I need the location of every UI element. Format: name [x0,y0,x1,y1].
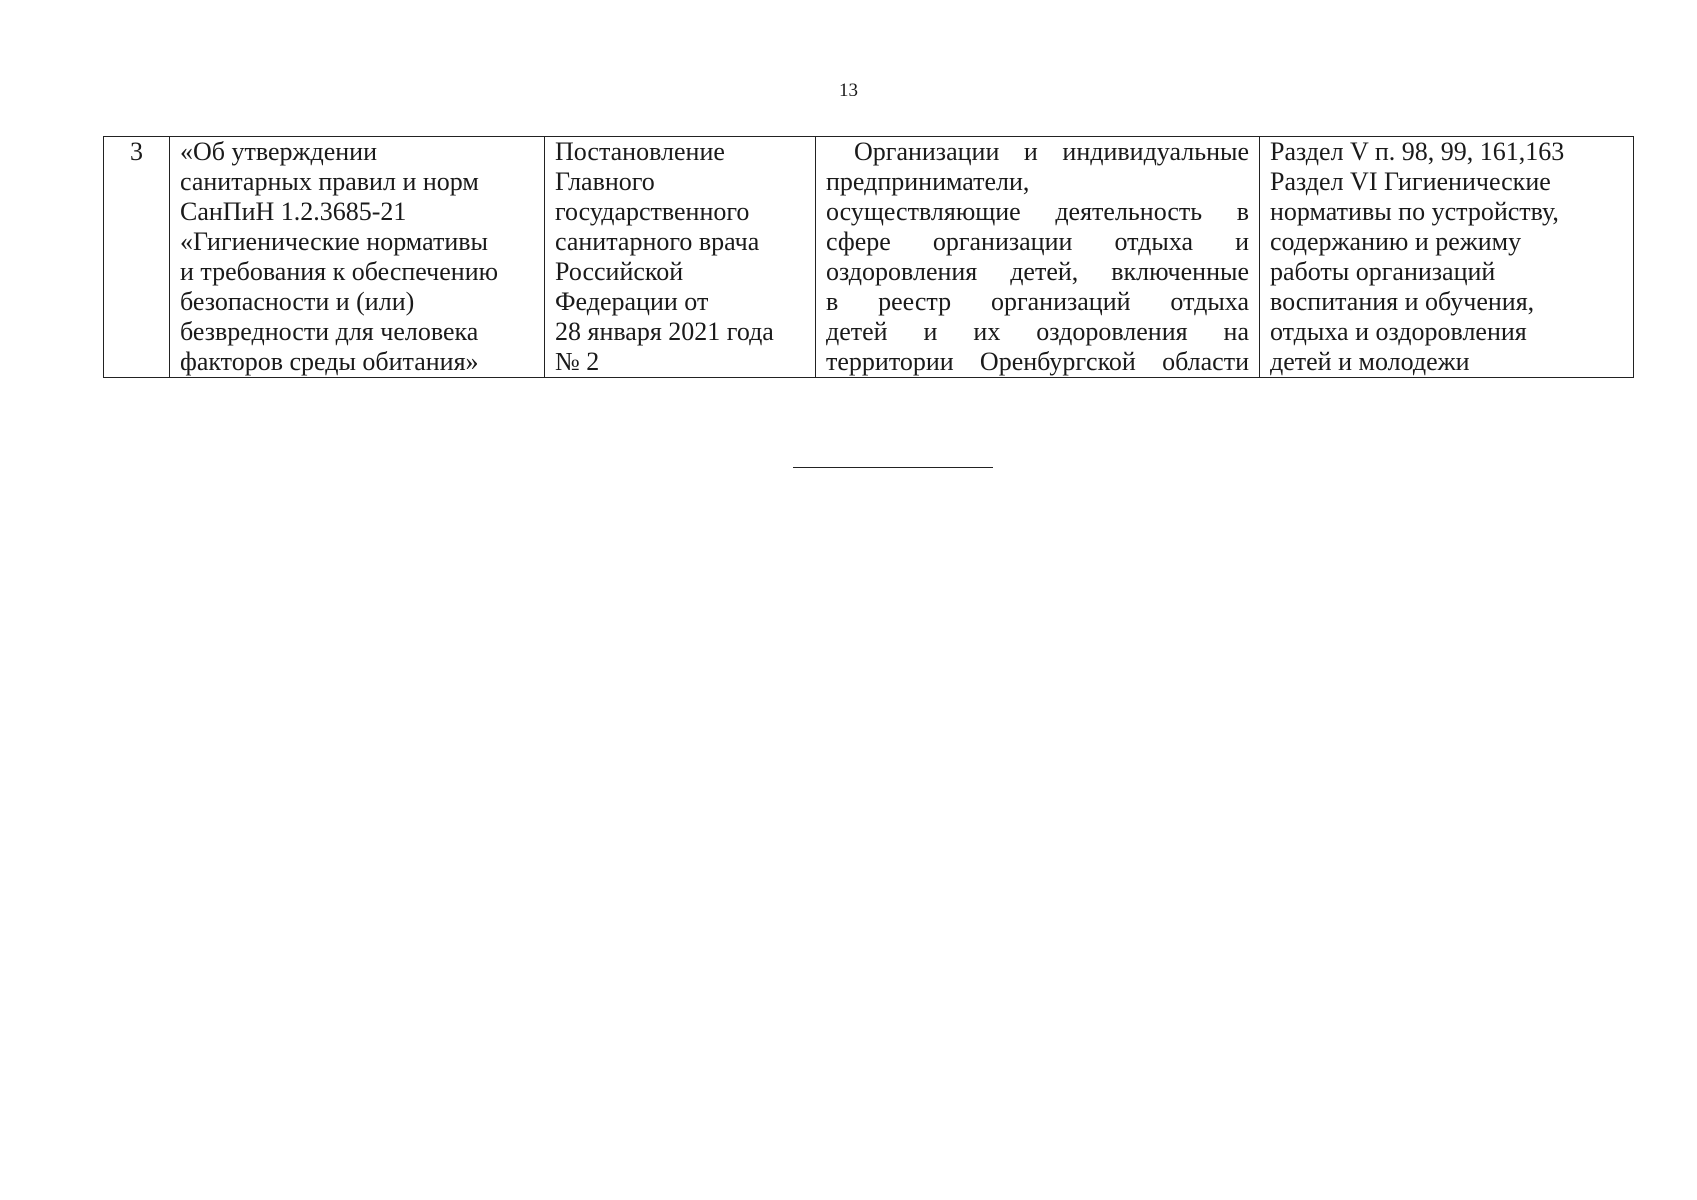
table-row [104,137,1634,378]
document-title-line: «Об утверждении [180,137,378,166]
legal-act-line: санитарного врача [555,227,760,256]
sections-line: Раздел V п. 98, 99, 161,163 [1270,137,1565,166]
subjects-line: детей и их оздоровления на [826,317,1249,346]
subjects-line: осуществляющие деятельность в [826,197,1249,226]
legal-act-line: 28 января 2021 года [555,317,774,346]
sections-line: работы организаций [1270,257,1496,286]
subjects-cell [816,137,1260,378]
subjects-line: предприниматели, [826,167,1030,196]
page-number: 13 [839,80,858,101]
document-title-line: СанПиН 1.2.3685-21 [180,197,407,226]
document-title-cell [170,137,545,378]
end-separator-line [793,467,993,468]
sections-cell [1260,137,1634,378]
subjects-line: оздоровления детей, включенные [826,257,1249,286]
legal-act-line: Постановление [555,137,725,166]
subjects-line: в реестр организаций отдыха [826,287,1249,316]
requirements-table [103,136,1634,378]
subjects-line: Организации и индивидуальные [854,137,1249,166]
row-number-cell [104,137,170,378]
sections-line: отдыха и оздоровления [1270,317,1527,346]
legal-act-line: Российской [555,257,684,286]
legal-act-line: Федерации от [555,287,709,316]
legal-act-line: № 2 [555,347,600,376]
legal-act-cell [545,137,816,378]
sections-line: Раздел VI Гигиенические [1270,167,1551,196]
document-title-line: безопасности и (или) [180,287,415,316]
subjects-line: сфере организации отдыха и [826,227,1249,256]
row-number: 3 [130,137,143,166]
document-title-line: и требования к обеспечению [180,257,499,286]
document-title-line: факторов среды обитания» [180,347,479,376]
legal-act-line: Главного [555,167,655,196]
legal-act-line: государственного [555,197,750,226]
sections-line: детей и молодежи [1270,347,1470,376]
subjects-line: территории Оренбургской области [826,347,1249,376]
sections-line: нормативы по устройству, [1270,197,1559,226]
document-title-line: «Гигиенические нормативы [180,227,488,256]
document-title-line: безвредности для человека [180,317,479,346]
sections-line: воспитания и обучения, [1270,287,1535,316]
sections-line: содержанию и режиму [1270,227,1522,256]
document-title-line: санитарных правил и норм [180,167,479,196]
